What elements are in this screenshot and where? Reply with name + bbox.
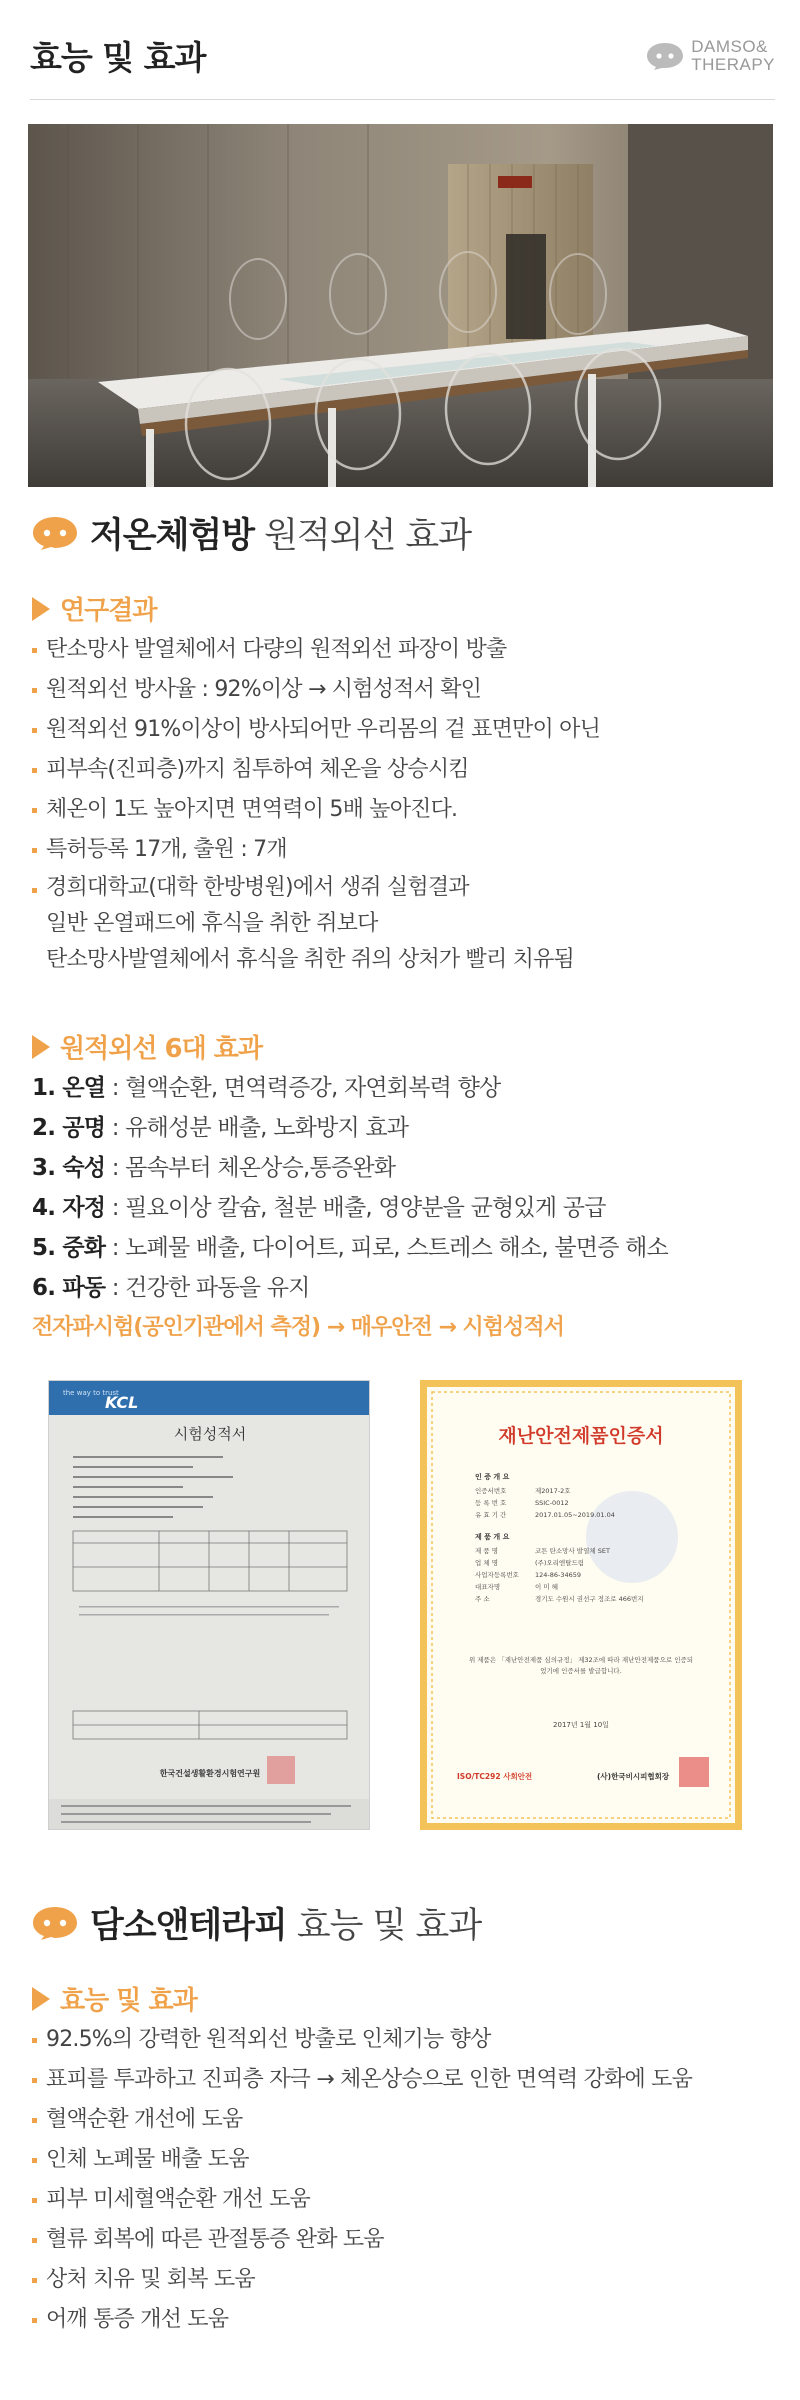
triangle-right-icon xyxy=(32,1987,50,2011)
kcl-test-report-image xyxy=(48,1380,370,1830)
chat-bubble-icon xyxy=(30,515,80,551)
effect-desc: : 혈액순환, 면역력증강, 자연회복력 향상 xyxy=(105,1075,501,1101)
list-item: 혈액순환 개선에 도움 xyxy=(32,2100,692,2140)
page-title: 효능 및 효과 xyxy=(30,38,206,77)
section1-title-bold: 저온체험방 xyxy=(90,516,255,556)
product-key: 업 체 명 xyxy=(475,1559,498,1567)
info-key: 인증서번호 xyxy=(475,1487,507,1495)
list-item-multiline xyxy=(32,870,600,978)
kcl-logo: KCL xyxy=(105,1393,139,1412)
efficacy-list xyxy=(32,2020,692,2340)
brand-text xyxy=(691,38,775,74)
list-item-line: 일반 온열패드에 휴식을 취한 쥐보다 xyxy=(46,911,378,936)
section1-title-light: 원적외선 효과 xyxy=(264,516,472,556)
effect-desc: : 몸속부터 체온상승,통증완화 xyxy=(105,1155,396,1181)
triangle-right-icon xyxy=(32,1035,50,1059)
section1-title xyxy=(30,508,471,558)
six-effects-list xyxy=(32,1068,668,1308)
brand-logo xyxy=(645,38,775,74)
effect-label: 4. 자정 xyxy=(32,1195,106,1221)
list-item: 특허등록 17개, 출원 : 7개 xyxy=(32,830,600,870)
effect-desc: : 유해성분 배출, 노화방지 효과 xyxy=(105,1115,409,1141)
safety-certificate-image xyxy=(420,1380,742,1830)
list-item: 92.5%의 강력한 원적외선 방출로 인체기능 향상 xyxy=(32,2020,692,2060)
info-value: 제2017-2호 xyxy=(535,1487,571,1495)
brand-line2: THERAPY xyxy=(691,55,775,74)
six-effects-heading xyxy=(32,1028,262,1065)
effect-item xyxy=(32,1268,668,1308)
kcl-report-drawing xyxy=(49,1381,370,1830)
effect-label: 6. 파동 xyxy=(32,1275,106,1301)
emf-test-note: 전자파시험(공인기관에서 측정) → 매우안전 → 시험성적서 xyxy=(32,1315,564,1340)
room-illustration xyxy=(28,124,773,487)
effect-label: 3. 숙성 xyxy=(32,1155,106,1181)
product-key: 제 품 명 xyxy=(475,1547,498,1555)
list-item-line: 탄소망사발열체에서 휴식을 취한 쥐의 상처가 빨리 치유됨 xyxy=(46,947,575,972)
list-item: 어깨 통증 개선 도움 xyxy=(32,2300,692,2340)
list-item: 인체 노폐물 배출 도움 xyxy=(32,2140,692,2180)
six-effects-heading-text: 원적외선 6대 효과 xyxy=(60,1034,263,1064)
list-item-line: 경희대학교(대학 한방병원)에서 생쥐 실험결과 xyxy=(46,875,469,900)
kcl-tagline: the way to trust xyxy=(63,1389,119,1397)
efficacy-heading-text: 효능 및 효과 xyxy=(60,1986,197,2016)
list-item: 혈류 회복에 따른 관절통증 완화 도움 xyxy=(32,2220,692,2260)
triangle-right-icon xyxy=(32,597,50,621)
list-item: 체온이 1도 높아지면 면역력이 5배 높아진다. xyxy=(32,790,600,830)
list-item: 원적외선 방사율 : 92%이상 → 시험성적서 확인 xyxy=(32,670,600,710)
seal-stamp-icon xyxy=(679,1757,709,1787)
kcl-title: 시험성적서 xyxy=(173,1425,247,1443)
product-value: 코튼 탄소망사 발열체 SET xyxy=(535,1547,610,1555)
product-key: 대표자명 xyxy=(475,1583,501,1591)
room-photo xyxy=(28,124,773,487)
product-value: (주)오리엔탈드림 xyxy=(535,1559,585,1567)
kcl-issuer: 한국건설생활환경시험연구원 xyxy=(159,1769,261,1778)
effect-label: 1. 온열 xyxy=(32,1075,106,1101)
product-key: 주 소 xyxy=(475,1595,490,1603)
info-key: 등 록 번 호 xyxy=(475,1499,507,1507)
info-value: SSIC-0012 xyxy=(535,1499,569,1507)
effect-label: 2. 공명 xyxy=(32,1115,106,1141)
product-heading: 제 품 개 요 xyxy=(475,1533,510,1541)
statement-wrapper xyxy=(467,1655,695,1695)
info-key: 유 효 기 간 xyxy=(475,1511,507,1519)
effect-item xyxy=(32,1148,668,1188)
info-heading: 인 증 개 요 xyxy=(475,1473,510,1481)
effect-desc: : 필요이상 칼슘, 철분 배출, 영양분을 균형있게 공급 xyxy=(105,1195,606,1221)
safety-cert-drawing xyxy=(427,1387,735,1823)
product-value: 이 미 혜 xyxy=(535,1583,558,1591)
cert-footer-left: ISO/TC292 사회안전 xyxy=(457,1772,533,1781)
brand-chat-icon xyxy=(645,41,685,71)
list-item: 탄소망사 발열체에서 다량의 원적외선 파장이 방출 xyxy=(32,630,600,670)
effect-item xyxy=(32,1108,668,1148)
research-heading xyxy=(32,590,156,627)
product-value: 124-86-34659 xyxy=(535,1571,582,1579)
effect-item xyxy=(32,1228,668,1268)
list-item: 피부 미세혈액순환 개선 도움 xyxy=(32,2180,692,2220)
research-list xyxy=(32,630,600,978)
cert-statement: 위 제품은 「재난안전제품 심의규정」 제32조에 따라 재난안전제품으로 인증되었기에 인증서를 발급합니다. xyxy=(468,1656,694,1675)
list-item: 피부속(진피층)까지 침투하여 체온을 상승시킴 xyxy=(32,750,600,790)
cert-footer-right: (사)한국비시피협회장 xyxy=(597,1772,670,1781)
info-value: 2017.01.05~2019.01.04 xyxy=(535,1511,615,1519)
page-header xyxy=(30,30,775,100)
efficacy-heading xyxy=(32,1980,197,2017)
effect-desc: : 건강한 파동을 유지 xyxy=(105,1275,310,1301)
list-item: 원적외선 91%이상이 방사되어만 우리몸의 겉 표면만이 아닌 xyxy=(32,710,600,750)
list-item: 표피를 투과하고 진피층 자극 → 체온상승으로 인한 면역력 강화에 도움 xyxy=(32,2060,692,2100)
list-item: 상처 치유 및 회복 도움 xyxy=(32,2260,692,2300)
effect-item xyxy=(32,1188,668,1228)
product-key: 사업자등록번호 xyxy=(475,1571,519,1579)
effect-desc: : 노폐물 배출, 다이어트, 피로, 스트레스 해소, 불면증 해소 xyxy=(105,1235,668,1261)
research-heading-text: 연구결과 xyxy=(60,596,157,626)
effect-item xyxy=(32,1068,668,1108)
section2-title-light: 효능 및 효과 xyxy=(296,1906,482,1946)
section2-title-bold: 담소앤테라피 xyxy=(90,1906,287,1946)
effect-label: 5. 중화 xyxy=(32,1235,106,1261)
cert-date: 2017년 1월 10일 xyxy=(553,1721,609,1729)
product-value: 경기도 수원시 권선구 정조로 466번지 xyxy=(535,1595,644,1603)
safety-cert-title: 재난안전제품인증서 xyxy=(498,1425,664,1447)
brand-line1: DAMSO& xyxy=(691,37,768,56)
section2-title xyxy=(30,1898,481,1948)
chat-bubble-icon xyxy=(30,1905,80,1941)
